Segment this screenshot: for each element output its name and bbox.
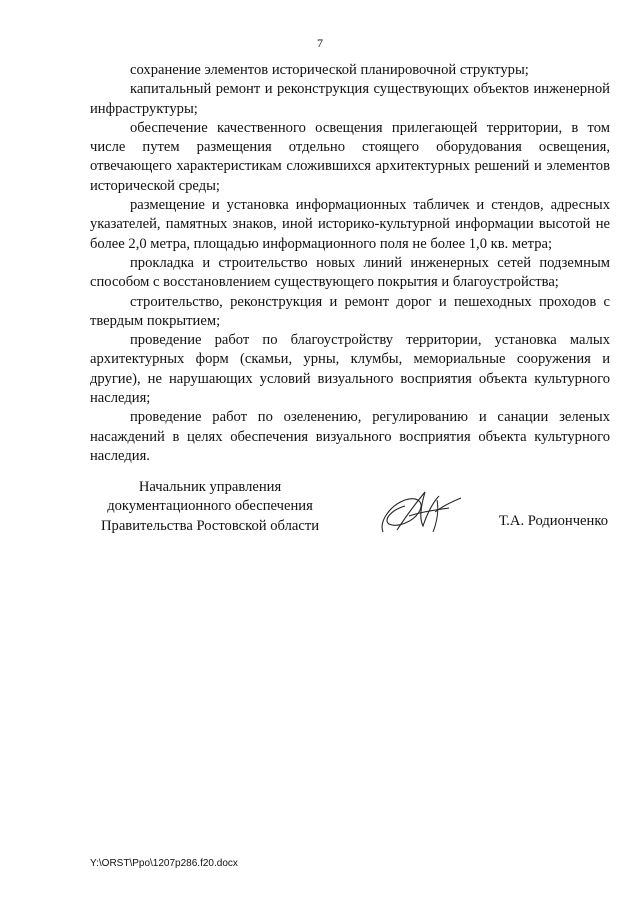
signatory-title xyxy=(90,478,330,536)
paragraph: сохранение элементов исторической планировочной структуры; xyxy=(130,62,529,78)
paragraph: проведение работ по озеленению, регулированию и санации зеленых насаждений в целях обеспечения визуального восприятия объекта культурного наследия. xyxy=(90,409,610,464)
signatory-title-line: документационного обеспечения xyxy=(107,498,313,515)
paragraph: проведение работ по благоустройству территории, установка малых архитектурных форм (скамьи, урны, клумбы, мемориальные сооружения и другие), не нарушающих условий визуального восприятия объекта культурного наследия; xyxy=(90,332,610,407)
handwritten-signature xyxy=(375,482,470,542)
paragraph: размещение и установка информационных табличек и стендов, адресных указателей, памятных знаков, иной историко-культурной информации высотой не более 2,0 метра, площадью информационного поля не более 1,0 кв. метра; xyxy=(90,197,610,252)
page-number: 7 xyxy=(317,36,323,50)
paragraph: строительство, реконструкция и ремонт дорог и пешеходных проходов с твердым покрытием; xyxy=(90,293,610,329)
signatory-name: Т.А. Родионченко xyxy=(498,513,608,529)
paragraph: обеспечение качественного освещения прилегающей территории, в том числе путем размещения отдельно стоящего оборудования освещения, отвечающего характеристикам сложившихся архитектурных решений и элементов исторической среды; xyxy=(90,119,610,194)
signatory-title-line: Начальник управления xyxy=(138,479,282,495)
file-path: Y:\ORST\Ppo\1207p286.f20.docx xyxy=(90,858,238,869)
signatory-title-line: Правительства Ростовской области xyxy=(100,517,320,534)
paragraph: капитальный ремонт и реконструкция существующих объектов инженерной инфраструктуры; xyxy=(90,81,610,117)
paragraph: прокладка и строительство новых линий инженерных сетей подземным способом с восстановлением существующего покрытия и благоустройства; xyxy=(90,254,610,291)
body-text xyxy=(90,61,610,466)
